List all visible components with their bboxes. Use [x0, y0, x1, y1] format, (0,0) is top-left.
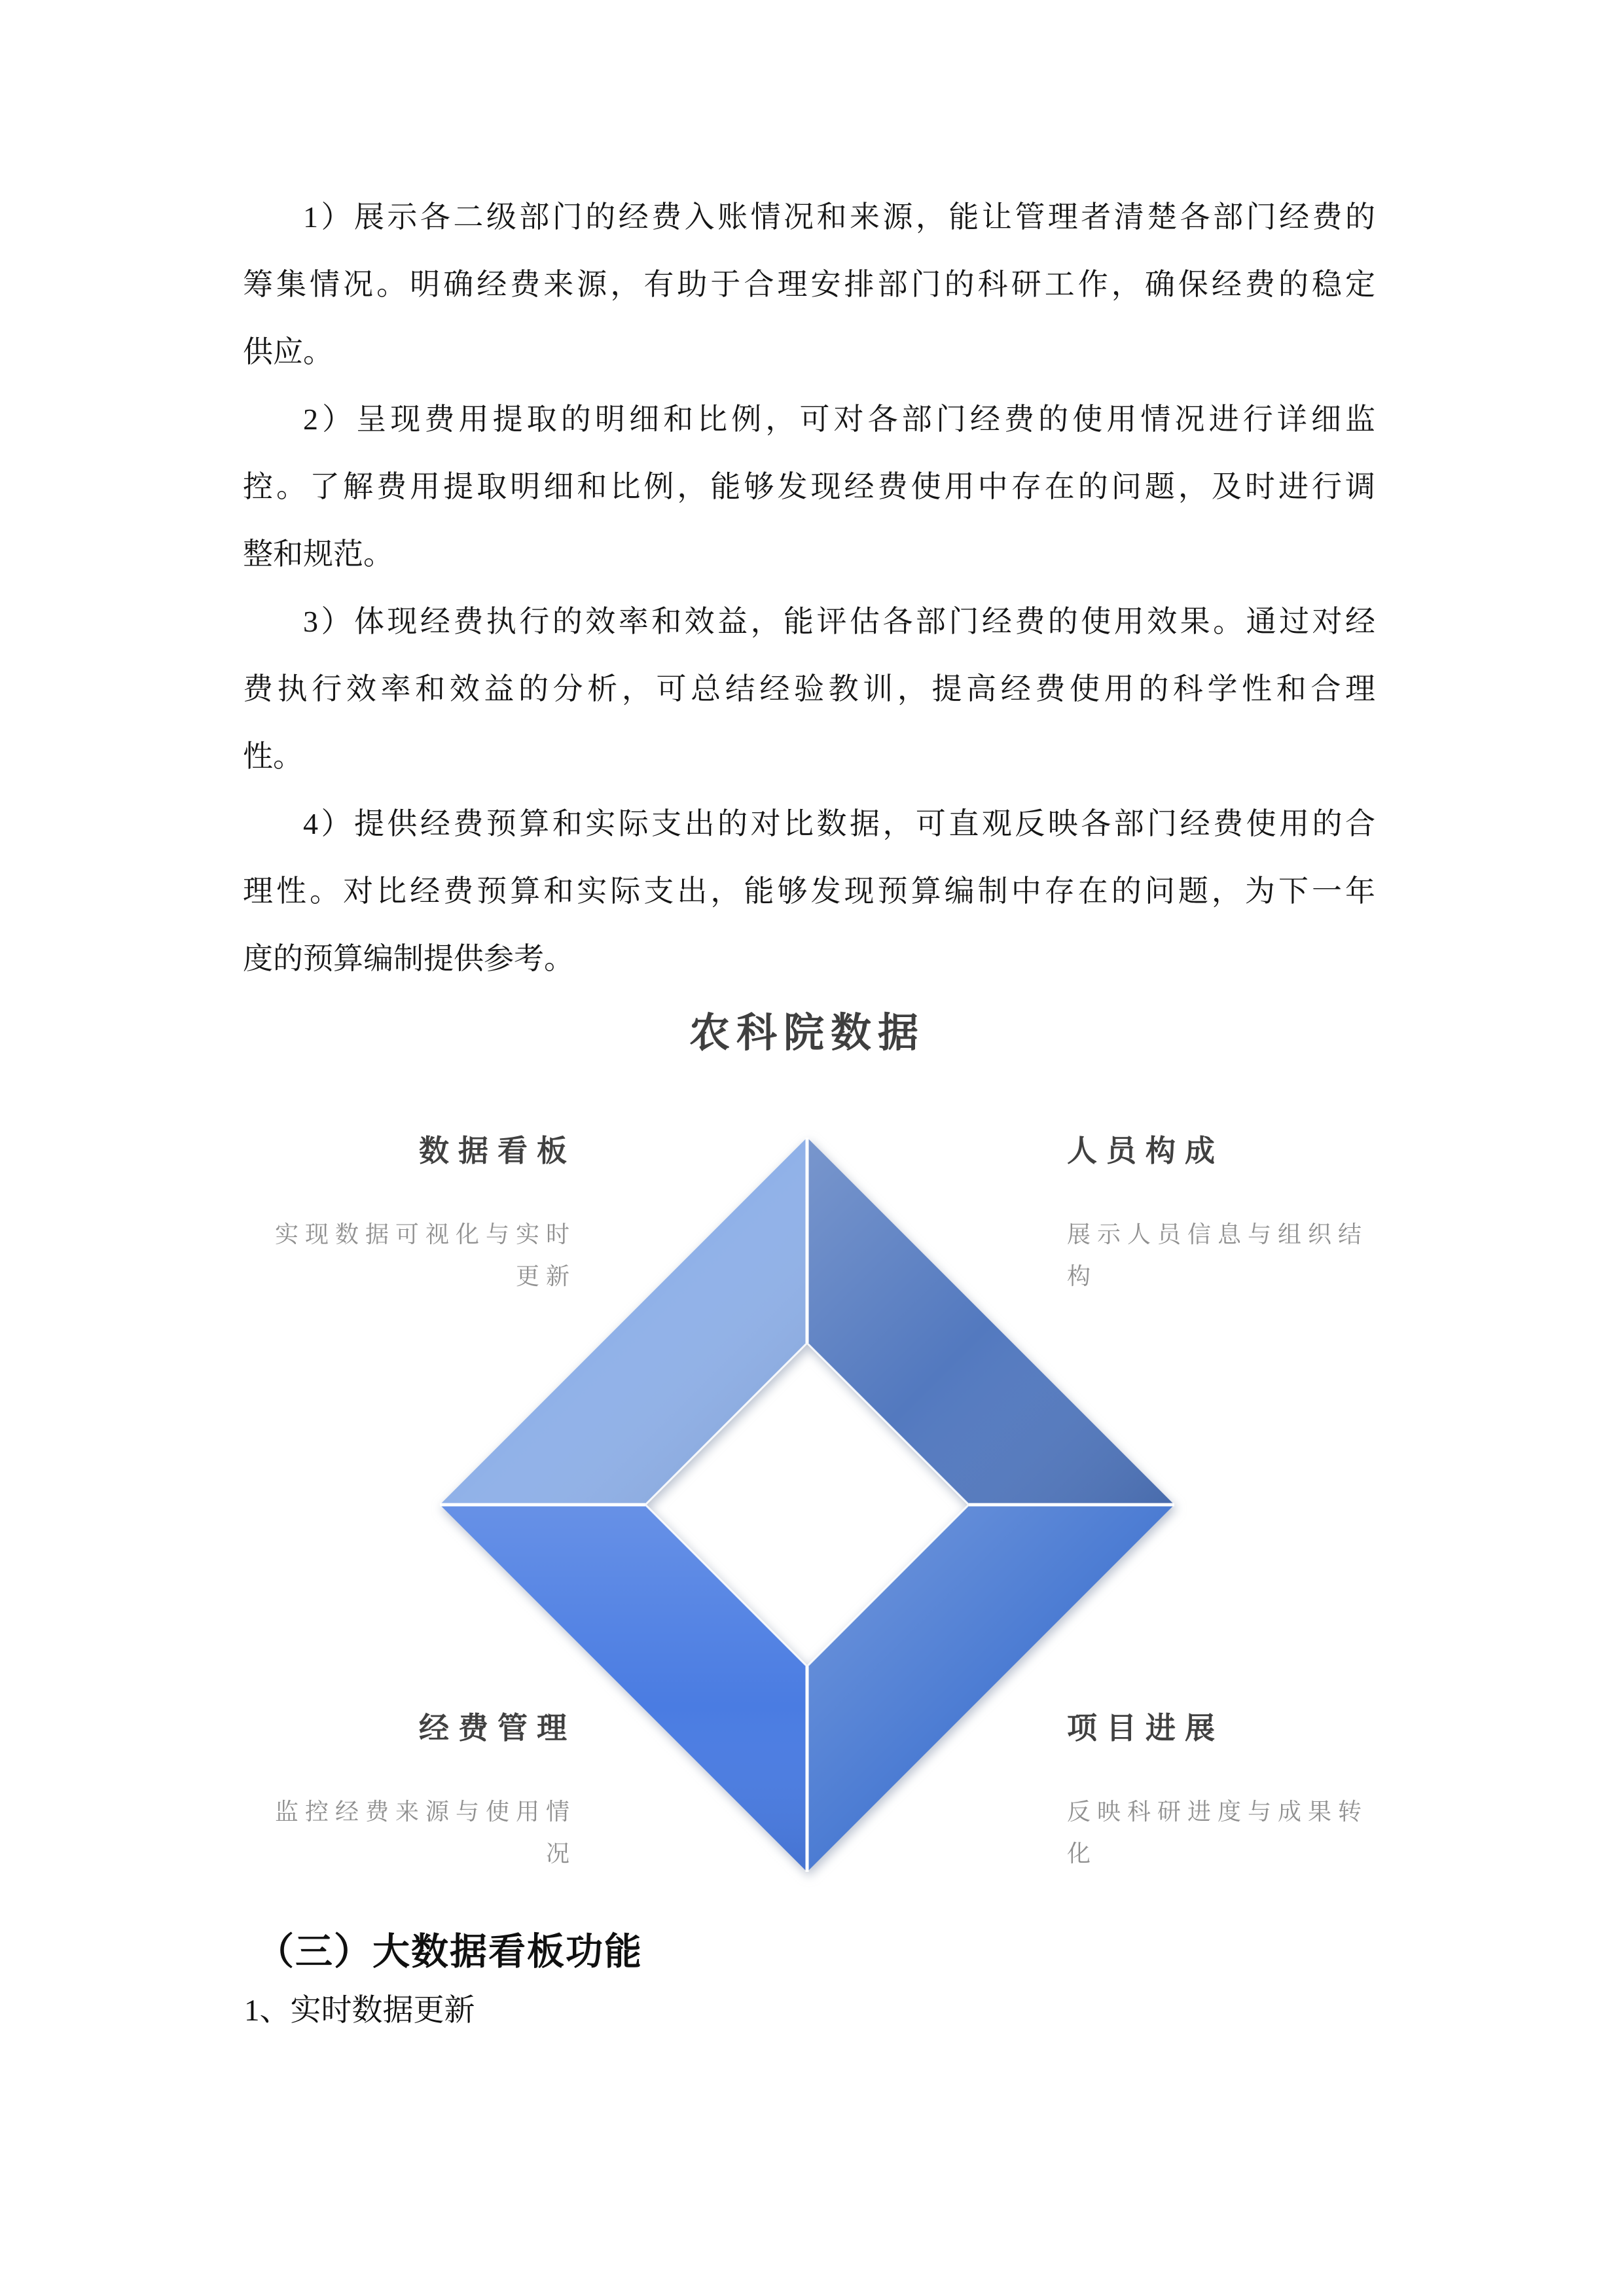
- quadrant-title: 项目进展: [1067, 1711, 1224, 1745]
- body-paragraph: [243, 386, 1375, 588]
- text-line: 整和规范。: [243, 537, 393, 571]
- body-paragraph: [243, 183, 1375, 386]
- text-line: 供应。: [243, 335, 333, 368]
- quadrant-subtitle: 反映科研进度与成果转化: [1067, 1798, 1369, 1867]
- quadrant-title: 数据看板: [419, 1134, 576, 1168]
- text-line: 费执行效率和效益的分析，可总结经验教训，提高经费使用的科学性和合理: [243, 672, 1375, 706]
- body-paragraph: [243, 790, 1375, 992]
- text-line: 筹集情况。明确经费来源，有助于合理安排部门的科研工作，确保经费的稳定: [243, 268, 1375, 301]
- quadrant-subtitle: 展示人员信息与组织结构: [1067, 1221, 1369, 1289]
- text-line: 4）提供经费预算和实际支出的对比数据，可直观反映各部门经费使用的合: [303, 807, 1375, 840]
- text-line: 1）展示各二级部门的经费入账情况和来源，能让管理者清楚各部门经费的: [303, 200, 1375, 234]
- quadrant-title: 经费管理: [419, 1711, 576, 1745]
- body-paragraph: [243, 588, 1375, 790]
- diagram-title: 农科院数据: [689, 1011, 926, 1056]
- text-line: 性。: [243, 740, 303, 773]
- quadrant-subtitle: 实现数据可视化与实时更新: [274, 1221, 576, 1289]
- body-text-block: [243, 183, 1375, 992]
- segment-shading: [440, 1505, 807, 1872]
- text-line: 度的预算编制提供参考。: [243, 942, 574, 975]
- segment-shading: [807, 1138, 1174, 1505]
- text-line: 2）呈现费用提取的明细和比例，可对各部门经费的使用情况进行详细监: [303, 403, 1375, 436]
- text-line: 控。了解费用提取明细和比例，能够发现经费使用中存在的问题，及时进行调: [243, 470, 1375, 503]
- quadrant-subtitle: 监控经费来源与使用情况: [274, 1798, 576, 1867]
- segment-shading: [440, 1138, 807, 1505]
- sub-heading: 1、实时数据更新: [244, 1994, 475, 2028]
- section-heading: （三）大数据看板功能: [257, 1931, 643, 1973]
- diamond-diagram: [393, 1113, 1211, 1911]
- quadrant-title: 人员构成: [1067, 1134, 1224, 1168]
- text-line: 3）体现经费执行的效率和效益，能评估各部门经费的使用效果。通过对经: [303, 605, 1375, 638]
- segment-shading: [807, 1505, 1174, 1872]
- text-line: 理性。对比经费预算和实际支出，能够发现预算编制中存在的问题，为下一年: [243, 874, 1375, 908]
